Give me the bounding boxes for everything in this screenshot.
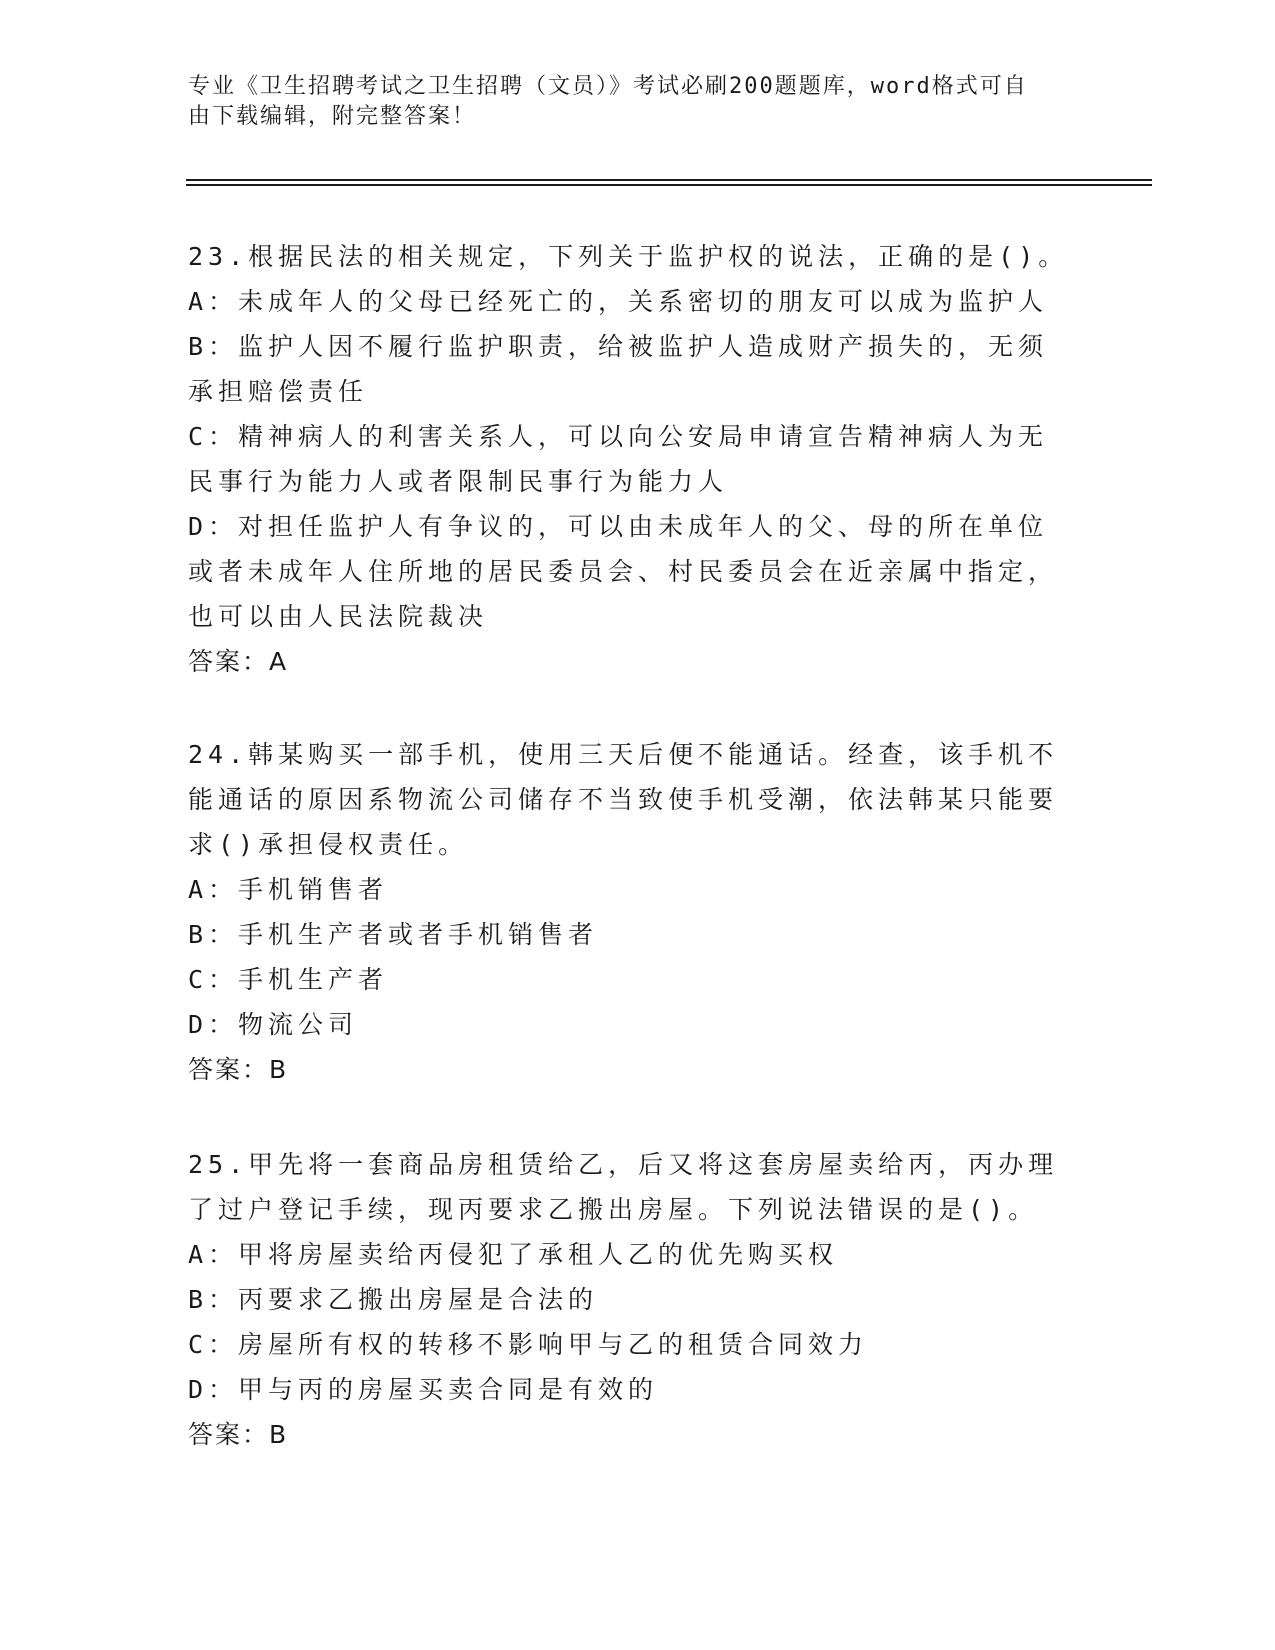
option-a: A：未成年人的父母已经死亡的，关系密切的朋友可以成为监护人 [188, 287, 1049, 316]
header-divider-top [186, 179, 1152, 181]
question-23 [188, 234, 1078, 684]
answer: 答案：A [188, 647, 289, 676]
question-25 [188, 1142, 1078, 1457]
header-line-2: 由下载编辑，附完整答案！ [188, 104, 477, 129]
question-stem: 23.根据民法的相关规定，下列关于监护权的说法，正确的是()。 [188, 242, 1069, 271]
option-c: C：房屋所有权的转移不影响甲与乙的租赁合同效力 [188, 1330, 869, 1359]
answer: 答案：B [188, 1420, 289, 1449]
option-c: C：精神病人的利害关系人，可以向公安局申请宣告精神病人为无民事行为能力人或者限制民事行为能力人 [188, 422, 1049, 496]
option-d: D：甲与丙的房屋买卖合同是有效的 [188, 1375, 659, 1404]
option-a: A：甲将房屋卖给丙侵犯了承租人乙的优先购买权 [188, 1240, 839, 1269]
option-a: A：手机销售者 [188, 875, 389, 904]
question-stem: 24.韩某购买一部手机，使用三天后便不能通话。经查，该手机不能通话的原因系物流公司储存不当致使手机受潮，依法韩某只能要求()承担侵权责任。 [188, 740, 1059, 859]
header-divider-bottom [186, 184, 1152, 186]
document-header [188, 72, 1068, 132]
option-d: D：对担任监护人有争议的，可以由未成年人的父、母的所在单位或者未成年人住所地的居民委员会、村民委员会在近亲属中指定，也可以由人民法院裁决 [188, 512, 1059, 631]
question-24 [188, 732, 1078, 1092]
answer: 答案：B [188, 1055, 289, 1084]
option-b: B：手机生产者或者手机销售者 [188, 920, 599, 949]
option-d: D：物流公司 [188, 1010, 359, 1039]
option-b: B：丙要求乙搬出房屋是合法的 [188, 1285, 599, 1314]
option-c: C：手机生产者 [188, 965, 389, 994]
option-b: B：监护人因不履行监护职责，给被监护人造成财产损失的，无须承担赔偿责任 [188, 332, 1049, 406]
header-line-1: 专业《卫生招聘考试之卫生招聘（文员）》考试必刷200题题库，word格式可自 [188, 74, 1028, 99]
question-stem: 25.甲先将一套商品房租赁给乙，后又将这套房屋卖给丙，丙办理了过户登记手续，现丙要求乙搬出房屋。下列说法错误的是()。 [188, 1150, 1059, 1224]
